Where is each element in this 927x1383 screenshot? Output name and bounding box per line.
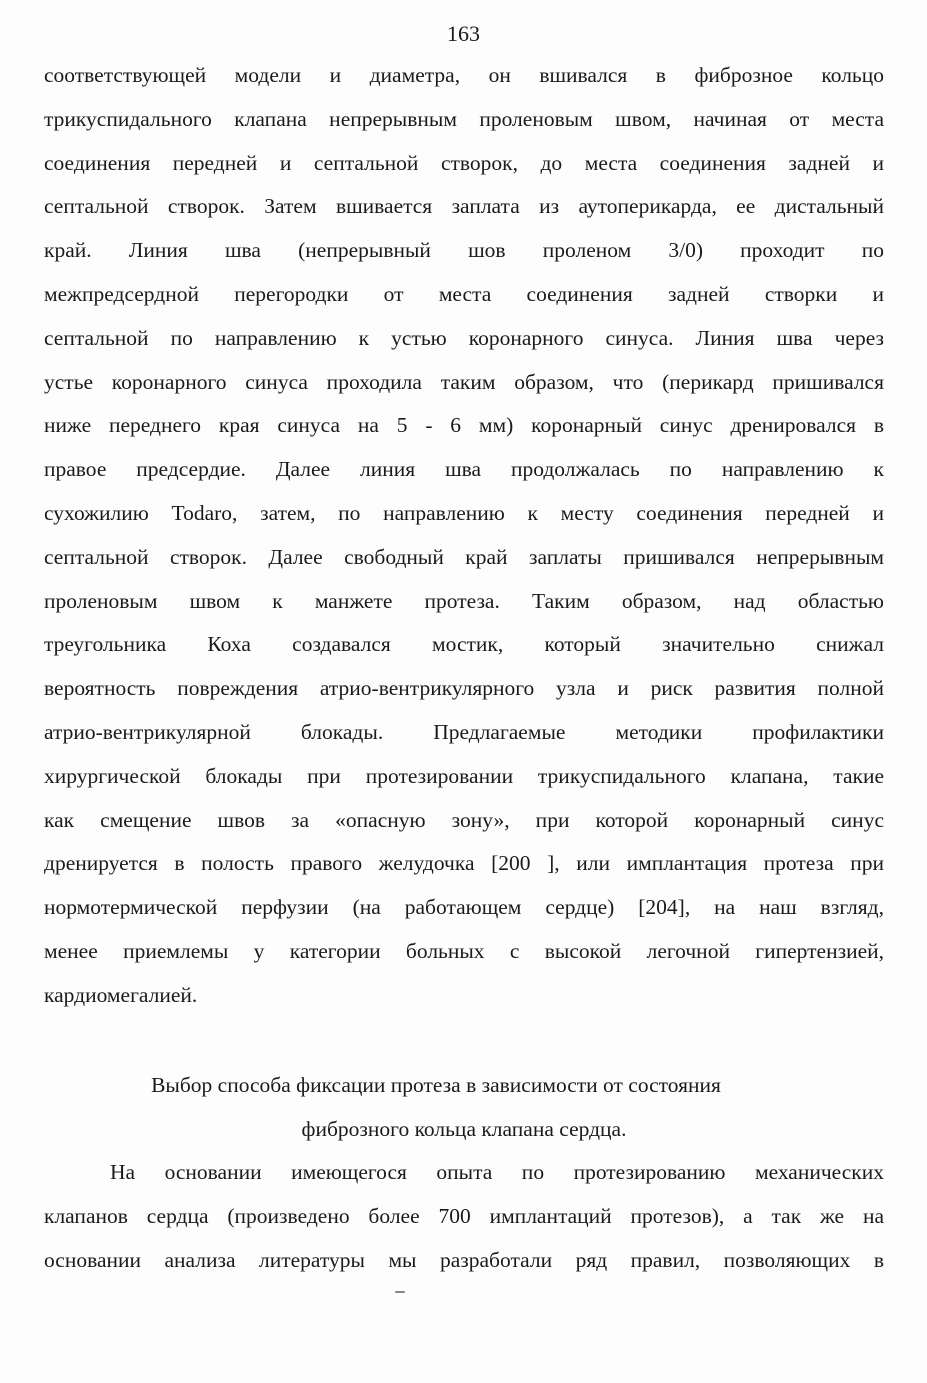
text-line: септальной створок. Далее свободный край заплаты пришивался непрерывным (44, 544, 884, 569)
text-line: вероятность повреждения атрио-вентрикулярного узла и риск развития полной (44, 676, 884, 701)
scan-artifact-mark (395, 1291, 405, 1293)
text-line: дренируется в полость правого желудочка [200 ], или имплантация протеза при (44, 851, 884, 876)
text-line: менее приемлемы у категории больных с высокой легочной гипертензией, (44, 938, 884, 963)
text-line: нормотермической перфузии (на работающем сердце) [204], на наш взгляд, (44, 895, 884, 920)
paragraph-surgical-technique (44, 54, 884, 1018)
page-number: 163 (447, 21, 480, 46)
text-line: атрио-вентрикулярной блокады. Предлагаемые методики профилактики (44, 719, 884, 744)
text-line: трикуспидального клапана непрерывным проленовым швом, начиная от места (44, 106, 884, 131)
text-line: край. Линия шва (непрерывный шов проленом 3/0) проходит по (44, 238, 884, 263)
section-heading (44, 1063, 884, 1151)
text-line: септальной по направлению к устью коронарного синуса. Линия шва через (44, 325, 884, 350)
text-line: кардиомегалией. (44, 982, 198, 1007)
section-heading-line: Выбор способа фиксации протеза в зависимости от состояния (151, 1073, 721, 1097)
text-line: клапанов сердца (произведено более 700 имплантаций протезов), а так же на (44, 1203, 884, 1228)
paragraph-fixation-rules (44, 1151, 884, 1282)
text-line: септальной створок. Затем вшивается заплата из аутоперикарда, ее дистальный (44, 194, 884, 219)
text-line: основании анализа литературы мы разработали ряд правил, позволяющих в (44, 1247, 884, 1272)
text-line: ниже переднего края синуса на 5 - 6 мм) коронарный синус дренировался в (44, 413, 884, 438)
text-line: На основании имеющегося опыта по протезированию механических (110, 1160, 884, 1184)
text-line: как смещение швов за «опасную зону», при которой коронарный синус (44, 807, 884, 832)
text-line: проленовым швом к манжете протеза. Таким образом, над областью (44, 588, 884, 613)
text-line: устье коронарного синуса проходила таким образом, что (перикард пришивался (44, 369, 884, 394)
text-line: соответствующей модели и диаметра, он вшивался в фиброзное кольцо (44, 63, 884, 87)
text-line: треугольника Коха создавался мостик, который значительно снижал (44, 632, 884, 657)
text-line: хирургической блокады при протезировании трикуспидального клапана, такие (44, 763, 884, 788)
text-line: правое предсердие. Далее линия шва продолжалась по направлению к (44, 457, 884, 482)
text-line: соединения передней и септальной створок, до места соединения задней и (44, 150, 884, 175)
text-line: межпредсердной перегородки от места соединения задней створки и (44, 281, 884, 306)
section-heading-line: фиброзного кольца клапана сердца. (301, 1117, 627, 1141)
text-line: сухожилию Todaro, затем, по направлению к месту соединения передней и (44, 500, 884, 525)
